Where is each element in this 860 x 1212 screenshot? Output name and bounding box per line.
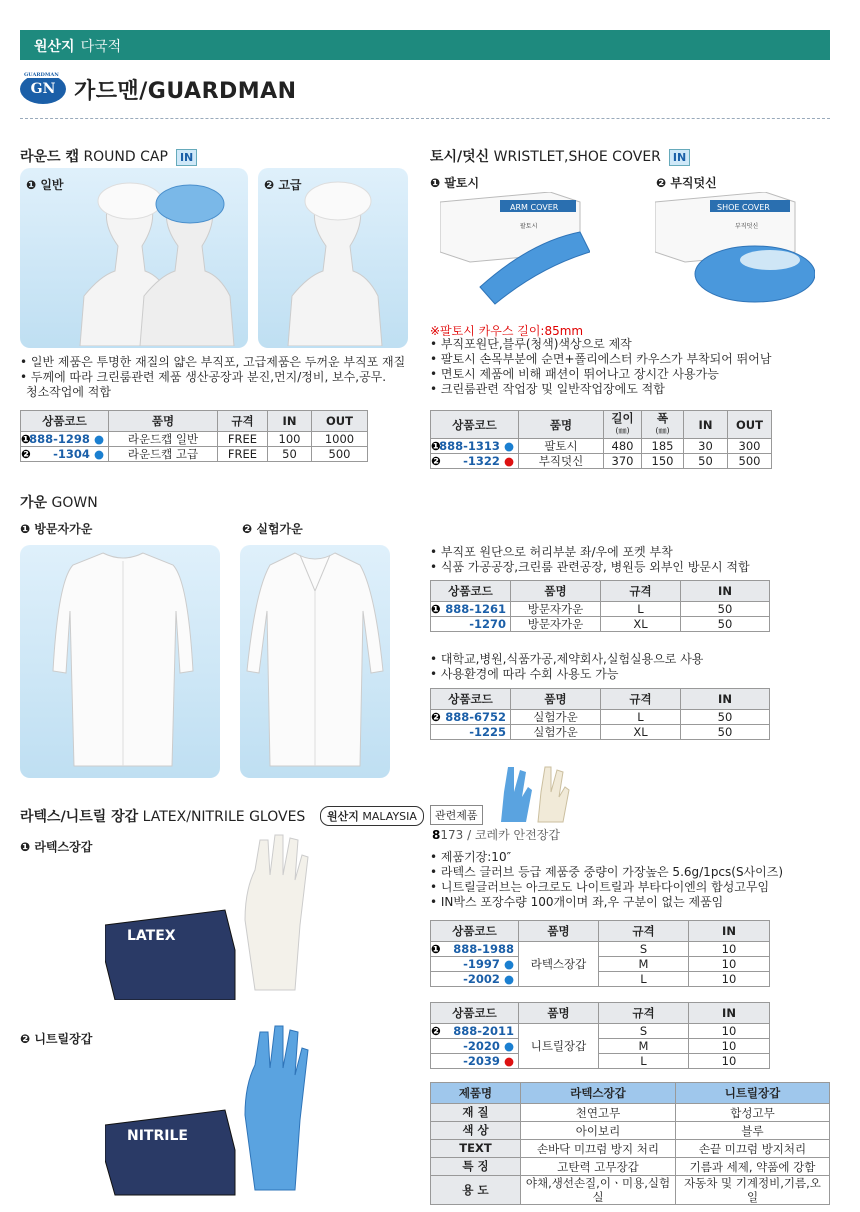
cell: 블루 (676, 1122, 830, 1140)
product-code: -2020 (463, 1039, 500, 1053)
cell: 150 (642, 454, 684, 469)
red-dot-icon: ● (503, 454, 514, 468)
red-dot-icon: ● (503, 1054, 514, 1068)
row-header: TEXT (431, 1140, 521, 1158)
col-header: 상품코드 (21, 411, 109, 432)
product-code: -2039 (463, 1054, 500, 1068)
cell: 팔토시 (519, 439, 604, 454)
table-row (431, 1024, 770, 1039)
related-products-label: 관련제품 (430, 805, 483, 825)
box-sub-label: 부직덧신 (735, 223, 759, 230)
col-header: IN (681, 689, 770, 710)
col-header: 품명 (109, 411, 218, 432)
table-row (431, 1176, 830, 1205)
cell: 500 (312, 447, 368, 462)
table-row (431, 710, 770, 725)
row-header: 재 질 (431, 1104, 521, 1122)
table-row (431, 1140, 830, 1158)
gown-title (20, 492, 98, 512)
cell: 50 (684, 454, 728, 469)
brand-logo-small: GUARDMAN (24, 72, 59, 78)
cell: 50 (681, 617, 770, 632)
gloves-title-ko: 라텍스/니트릴 장갑 (20, 809, 139, 825)
wristlet-title-en: WRISTLET,SHOE COVER (493, 149, 661, 165)
box-brand: NITRILE (127, 1128, 188, 1144)
cell: 방문자가운 (511, 617, 601, 632)
product-code: -1270 (431, 617, 511, 632)
product-code: 888-6752 (445, 710, 506, 724)
cell: 480 (604, 439, 642, 454)
nitrile-gloves-label: ❷ 니트릴장갑 (20, 1032, 93, 1046)
brand-name: 가드맨/GUARDMAN (74, 78, 297, 104)
cell: FREE (218, 447, 268, 462)
table-row (431, 1054, 770, 1069)
cell: 자동차 및 기계정비,기름,오일 (676, 1176, 830, 1205)
row-header: 색 상 (431, 1122, 521, 1140)
cell: 고탄력 고무장갑 (521, 1158, 676, 1176)
bullet: • 니트릴글러브는 아크로도 나이트릴과 부타다이엔의 합성고무임 (430, 880, 770, 894)
table-row (431, 454, 772, 469)
cell: L (601, 602, 681, 617)
gown-item1-label: ❶ 방문자가운 (20, 522, 93, 536)
cell: 50 (681, 602, 770, 617)
cell: 10 (689, 972, 770, 987)
product-code: -1997 (463, 957, 500, 971)
product-code: -1225 (431, 725, 511, 740)
col-header: 품명 (519, 921, 599, 942)
round-cap-bullets (20, 355, 420, 400)
box-brand: LATEX (127, 928, 176, 944)
row-number: ❶ (431, 602, 441, 616)
col-header: 상품코드 (431, 411, 519, 439)
table-row (431, 602, 770, 617)
blue-dot-icon: ● (503, 439, 514, 453)
col-header: 품명 (511, 689, 601, 710)
box-label: SHOE COVER (717, 203, 770, 212)
product-code: 888-1988 (453, 942, 514, 956)
gown-item2-label: ❷ 실험가운 (242, 522, 303, 536)
gown-title-en: GOWN (51, 495, 98, 511)
round-cap-title-en: ROUND CAP (83, 149, 168, 165)
box-sub-label: 팔토시 (520, 223, 538, 230)
product-name: 니트릴장갑 (519, 1024, 599, 1069)
table-row (431, 1104, 830, 1122)
gloves-title-en: LATEX/NITRILE GLOVES (142, 809, 306, 825)
latex-gloves-table (430, 920, 770, 987)
table-row (431, 972, 770, 987)
product-code: 888-1261 (445, 602, 506, 616)
cell: L (599, 1054, 689, 1069)
row-header: 특 징 (431, 1158, 521, 1176)
col-header: 품명 (511, 581, 601, 602)
mannequin-image (278, 176, 398, 346)
divider (20, 118, 830, 119)
col-header: IN (689, 921, 770, 942)
cell: S (599, 942, 689, 957)
related-text: / 코레카 안전장갑 (467, 828, 560, 842)
cell: XL (601, 617, 681, 632)
table-row (431, 725, 770, 740)
row-number: ❶ (21, 432, 31, 446)
cell: 라운드캡 일반 (109, 432, 218, 447)
bullet: • 사용환경에 따라 수회 사용도 가능 (430, 667, 619, 681)
cell: 야채,생선손질,이ㆍ미용,실험실 (521, 1176, 676, 1205)
cell: 1000 (312, 432, 368, 447)
unit-label: (㎜) (615, 426, 630, 435)
bullet: • 대학교,병원,식품가공,제약회사,실험실용으로 사용 (430, 652, 704, 666)
cell: 실험가운 (511, 710, 601, 725)
cell: 50 (681, 710, 770, 725)
cell: 10 (689, 942, 770, 957)
cell: 방문자가운 (511, 602, 601, 617)
origin-bar (20, 30, 830, 60)
wristlet-title-ko: 토시/덧신 (430, 149, 490, 165)
brand-logo (20, 74, 66, 104)
bullet: • 식품 가공공장,크린룸 관련공장, 병원등 외부인 방문시 적합 (430, 560, 750, 574)
cell: 500 (728, 454, 772, 469)
bullet: • 면토시 제품에 비해 패션이 뛰어나고 장시간 사용가능 (430, 367, 719, 381)
origin-badge (320, 806, 424, 826)
round-cap-item1-label: ❶ 일반 (26, 178, 64, 192)
brand-logo-text: GN (30, 81, 56, 97)
bullet: • 팔토시 손목부분에 순면+폴리에스터 카우스가 부착되어 뛰어남 (430, 352, 772, 366)
gown-title-ko: 가운 (20, 495, 48, 511)
col-header: IN (681, 581, 770, 602)
lab-gown-table (430, 688, 770, 740)
lab-gown-panel (240, 545, 390, 778)
latex-gloves-label: ❶ 라텍스장갑 (20, 840, 93, 854)
col-header: 길이 (611, 411, 634, 425)
cell: M (599, 957, 689, 972)
bullet: • 라텍스 글러브 등급 제품중 중량이 가장높은 5.6g/1pcs(S사이즈) (430, 865, 784, 879)
product-code: -1304 (53, 447, 90, 461)
round-cap-title (20, 146, 197, 166)
round-cap-table (20, 410, 368, 462)
col-header: 라텍스장갑 (521, 1083, 676, 1104)
wristlet-bullets (430, 337, 830, 397)
product-code: 888-1298 (29, 432, 90, 446)
round-cap-panel-2 (258, 168, 408, 348)
cell: 손끝 미끄럼 방지처리 (676, 1140, 830, 1158)
col-header: IN (689, 1003, 770, 1024)
table-row (431, 439, 772, 454)
bullet: 청소작업에 적합 (26, 385, 111, 399)
col-header: 폭 (656, 411, 669, 425)
table-row (21, 432, 368, 447)
bullet: • 제품기장:10″ (430, 850, 512, 864)
cell: 10 (689, 1024, 770, 1039)
related-gloves-image (496, 762, 576, 824)
cell: 부직덧신 (519, 454, 604, 469)
col-header: 니트릴장갑 (676, 1083, 830, 1104)
col-header: OUT (312, 411, 368, 432)
product-code: -1322 (463, 454, 500, 468)
latex-gloves-image (105, 830, 315, 1000)
round-cap-title-ko: 라운드 캡 (20, 149, 79, 165)
arm-cover-note: ※팔토시 카우스 길이:85mm (430, 324, 584, 338)
blue-dot-icon: ● (503, 972, 514, 986)
brand-header (20, 72, 297, 106)
wristlet-item1-label: ❶ 팔토시 (430, 176, 480, 190)
cell: S (599, 1024, 689, 1039)
origin-badge-label: 원산지 (327, 810, 359, 823)
gloves-title (20, 806, 305, 826)
cell: 손바닥 미끄럼 방지 처리 (521, 1140, 676, 1158)
in-badge: IN (176, 149, 197, 166)
col-header: 상품코드 (431, 581, 511, 602)
cell: 370 (604, 454, 642, 469)
in-badge: IN (669, 149, 690, 166)
col-header: 품명 (519, 1003, 599, 1024)
col-header: 제품명 (431, 1083, 521, 1104)
origin-value: 다국적 (80, 39, 122, 55)
cell: 10 (689, 957, 770, 972)
cell: XL (601, 725, 681, 740)
bullet: • 크린룸관련 작업장 및 일반작업장에도 적합 (430, 382, 665, 396)
table-row (431, 1039, 770, 1054)
cell: L (601, 710, 681, 725)
cell: M (599, 1039, 689, 1054)
bullet: • 부직포원단,블루(청색)색상으로 제작 (430, 337, 632, 351)
product-code: 888-1313 (439, 439, 500, 453)
table-row (431, 957, 770, 972)
cell: 천연고무 (521, 1104, 676, 1122)
col-header: IN (268, 411, 312, 432)
origin-label: 원산지 (34, 39, 75, 55)
arm-cover-image (440, 192, 590, 310)
row-number: ❷ (431, 710, 441, 724)
visitor-gown-image (48, 551, 198, 773)
visitor-gown-bullets (430, 545, 830, 575)
mannequin-image (70, 176, 240, 346)
row-number: ❷ (21, 447, 31, 461)
table-row (431, 1158, 830, 1176)
cell: 실험가운 (511, 725, 601, 740)
box-label: ARM COVER (510, 203, 559, 212)
wristlet-item2-label: ❷ 부직덧신 (656, 176, 717, 190)
cell: 기름과 세제, 약품에 강함 (676, 1158, 830, 1176)
product-name: 라텍스장갑 (519, 942, 599, 987)
col-header: 품명 (519, 411, 604, 439)
shoe-cover-image (655, 192, 815, 310)
bullet: • 일반 제품은 투명한 재질의 얇은 부직포, 고급제품은 두꺼운 부직포 재질 (20, 355, 406, 369)
row-header: 용 도 (431, 1176, 521, 1205)
cell: 185 (642, 439, 684, 454)
blue-dot-icon: ● (503, 957, 514, 971)
wristlet-title (430, 146, 690, 166)
bullet: • IN박스 포장수량 100개이며 좌,우 구분이 없는 제품임 (430, 895, 724, 909)
product-code: 888-2011 (453, 1024, 514, 1038)
row-number: ❶ (431, 942, 441, 956)
table-row (431, 1122, 830, 1140)
cell: 50 (268, 447, 312, 462)
round-cap-panel-1 (20, 168, 248, 348)
row-number: ❷ (431, 1024, 441, 1038)
gloves-bullets (430, 850, 830, 910)
cell: 합성고무 (676, 1104, 830, 1122)
related-products-ref[interactable]: 8173 / 코레카 안전장갑 (432, 828, 560, 842)
unit-label: (㎜) (655, 426, 670, 435)
cell: 50 (681, 725, 770, 740)
related-page: 173 (440, 828, 464, 842)
visitor-gown-table (430, 580, 770, 632)
cell: 아이보리 (521, 1122, 676, 1140)
visitor-gown-panel (20, 545, 220, 778)
lab-gown-image (245, 551, 385, 773)
gloves-compare-table (430, 1082, 830, 1205)
col-header: OUT (728, 411, 772, 439)
row-number: ❷ (431, 454, 441, 468)
cell: 라운드캡 고급 (109, 447, 218, 462)
table-row (431, 942, 770, 957)
col-header: 상품코드 (431, 689, 511, 710)
col-header: 규격 (601, 689, 681, 710)
cell: L (599, 972, 689, 987)
cell: 10 (689, 1054, 770, 1069)
blue-dot-icon: ● (93, 447, 104, 461)
blue-dot-icon: ● (93, 432, 104, 446)
cell: 300 (728, 439, 772, 454)
wristlet-table (430, 410, 772, 469)
bullet: • 두께에 따라 크린룸관련 제품 생산공장과 분진,먼지/정비, 보수,공무. (20, 370, 387, 384)
nitrile-gloves-image (105, 1020, 315, 1200)
col-header: 규격 (218, 411, 268, 432)
round-cap-item2-label: ❷ 고급 (264, 178, 302, 192)
col-header: 규격 (599, 1003, 689, 1024)
col-header: 상품코드 (431, 921, 519, 942)
blue-dot-icon: ● (503, 1039, 514, 1053)
col-header: 상품코드 (431, 1003, 519, 1024)
product-code: -2002 (463, 972, 500, 986)
lab-gown-bullets (430, 652, 830, 682)
table-row (431, 617, 770, 632)
col-header: IN (684, 411, 728, 439)
bullet: • 부직포 원단으로 허리부분 좌/우에 포켓 부착 (430, 545, 673, 559)
nitrile-gloves-table (430, 1002, 770, 1069)
cell: 10 (689, 1039, 770, 1054)
cell: FREE (218, 432, 268, 447)
origin-badge-country: MALAYSIA (362, 810, 417, 823)
cell: 30 (684, 439, 728, 454)
cell: 100 (268, 432, 312, 447)
col-header: 규격 (599, 921, 689, 942)
table-row (21, 447, 368, 462)
row-number: ❶ (431, 439, 441, 453)
col-header: 규격 (601, 581, 681, 602)
